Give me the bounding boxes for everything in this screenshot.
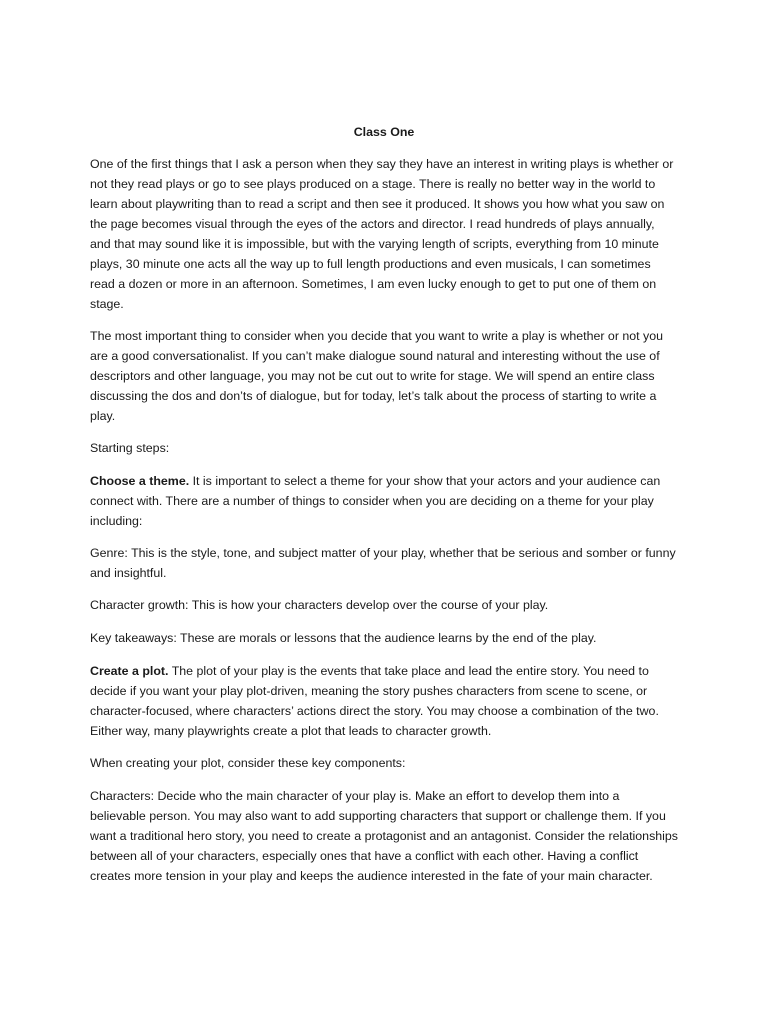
paragraph-text: The plot of your play is the events that take place and lead the entire story. You need to decide if you want your play plot-driven, meaning the story pushes characters from scene to scene, or character-focused, where characters’ actions direct the story. You may choose a combination of the two. Either way, many playwrights create a plot that leads to character growth. (90, 664, 659, 738)
paragraph-character-growth (90, 595, 678, 615)
paragraph-key-components (90, 753, 678, 773)
paragraph-starting-steps (90, 438, 678, 458)
paragraph-text: Key takeaways: These are morals or lessons that the audience learns by the end of the play. (90, 631, 597, 645)
paragraph-text: The most important thing to consider when you decide that you want to write a play is whether or not you are a good conversationalist. If you can’t make dialogue sound natural and interesting without the use of descriptors and other language, you may not be cut out to write for stage. We will spend an entire class discussing the dos and don’ts of dialogue, but for today, let’s talk about the process of starting to write a play. (90, 329, 664, 423)
paragraph-text: When creating your plot, consider these key components: (90, 756, 406, 770)
document-body (90, 122, 678, 898)
paragraph-lead: Choose a theme. (90, 474, 190, 488)
paragraph-lead: Create a plot. (90, 664, 169, 678)
paragraph-intro (90, 154, 678, 314)
paragraph-characters (90, 786, 678, 886)
paragraph-text: One of the first things that I ask a person when they say they have an interest in writing plays is whether or not they read plays or go to see plays produced on a stage. There is really no better way in the world to learn about playwriting than to read a script and then see it produced. It shows you how what you saw on the page becomes visual through the eyes of the actors and director. I read hundreds of plays annually, and that may sound like it is impossible, but with the varying length of scripts, everything from 10 minute plays, 30 minute one acts all the way up to full length productions and even musicals, I can sometimes read a dozen or more in an afternoon. Sometimes, I am even lucky enough to get to put one of them on stage. (90, 157, 674, 311)
paragraph-conversationalist (90, 326, 678, 426)
paragraph-text: Characters: Decide who the main character of your play is. Make an effort to develop them into a believable person. You may also want to add supporting characters that support or challenge them. If you want a traditional hero story, you need to create a protagonist and an antagonist. Consider the relationships between all of your characters, especially ones that have a conflict with each other. Having a conflict creates more tension in your play and keeps the audience interested in the fate of your main character. (90, 789, 679, 883)
paragraph-text: It is important to select a theme for your show that your actors and your audience can connect with. There are a number of things to consider when you are deciding on a theme for your play including: (90, 474, 661, 528)
paragraph-create-plot (90, 661, 678, 741)
paragraph-genre (90, 543, 678, 583)
paragraph-choose-theme (90, 471, 678, 531)
document-title: Class One (353, 125, 415, 139)
paragraph-text: Genre: This is the style, tone, and subject matter of your play, whether that be serious and somber or funny and insightful. (90, 546, 676, 580)
paragraph-text: Character growth: This is how your characters develop over the course of your play. (90, 598, 549, 612)
paragraph-key-takeaways (90, 628, 678, 648)
paragraph-text: Starting steps: (90, 441, 170, 455)
